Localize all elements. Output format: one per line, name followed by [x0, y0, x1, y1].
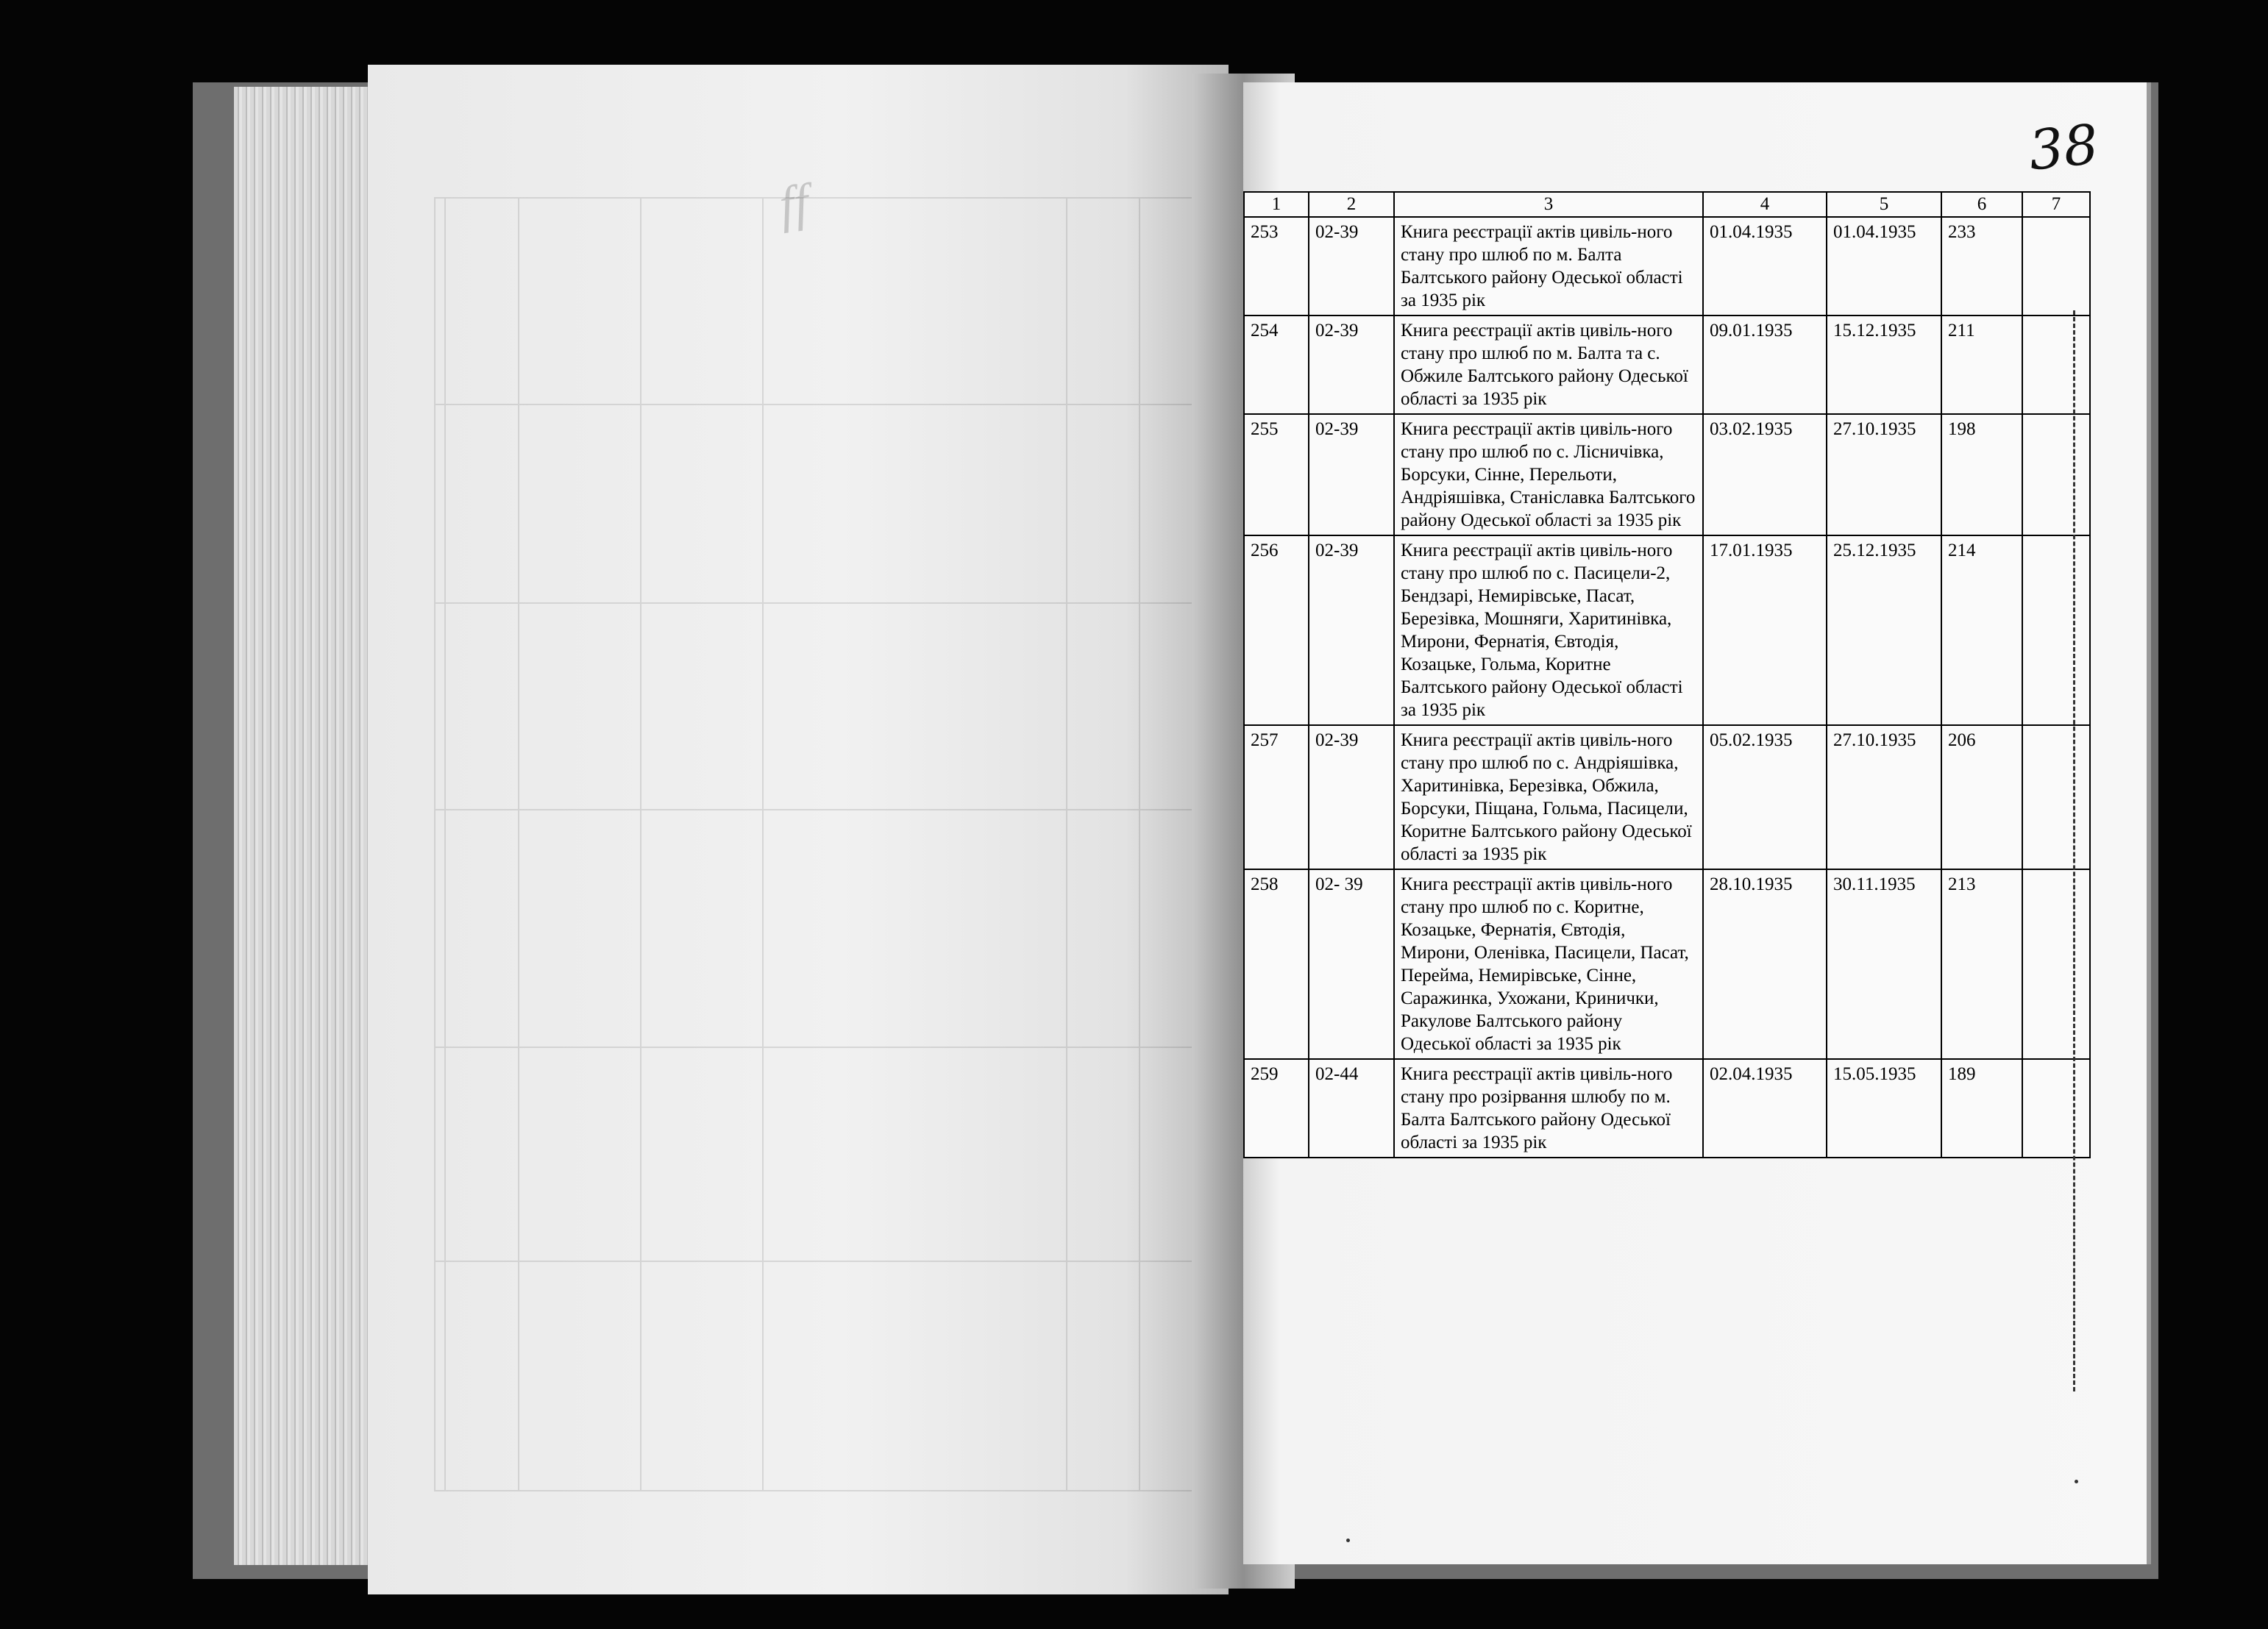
row-code: 02- 39 [1309, 869, 1394, 1059]
paper-speck [1346, 1539, 1350, 1542]
row-sheet-count: 211 [1941, 316, 2022, 414]
table-row [1244, 1059, 2090, 1158]
row-end-date: 15.12.1935 [1827, 316, 1941, 414]
header-cell: 4 [1703, 192, 1827, 217]
row-title: Книга реєстрації актів цивіль-ного стану про шлюб по с. Лісничівка, Борсуки, Сінне, Перельоти, Андріяшівка, Станіславка Балтського району Одеської області за 1935 рік [1394, 414, 1703, 535]
row-code: 02-39 [1309, 414, 1394, 535]
row-title: Книга реєстрації актів цивіль-ного стану про шлюб по с. Коритне, Козацьке, Фернатія, Євтодія, Мирони, Оленівка, Пасицели, Пасат, Перейма, Немирівське, Сінне, Саражинка, Ухожани, Кринички, Ракулове Балтського району Одеської області за 1935 рік [1394, 869, 1703, 1059]
row-note [2022, 414, 2090, 535]
left-folio-mark: ff [775, 174, 813, 235]
row-number: 258 [1244, 869, 1309, 1059]
row-title: Книга реєстрації актів цивіль-ного стану про шлюб по м. Балта Балтського району Одеської області за 1935 рік [1394, 217, 1703, 316]
header-cell: 7 [2022, 192, 2090, 217]
row-start-date: 02.04.1935 [1703, 1059, 1827, 1158]
row-number: 257 [1244, 725, 1309, 869]
register-table [1243, 191, 2091, 1158]
header-cell: 2 [1309, 192, 1394, 217]
row-note [2022, 1059, 2090, 1158]
row-note [2022, 869, 2090, 1059]
row-end-date: 25.12.1935 [1827, 535, 1941, 725]
row-code: 02-44 [1309, 1059, 1394, 1158]
paper-speck [2075, 1480, 2078, 1483]
row-title: Книга реєстрації актів цивіль-ного стану про шлюб по м. Балта та с. Обжиле Балтського району Одеської області за 1935 рік [1394, 316, 1703, 414]
row-start-date: 28.10.1935 [1703, 869, 1827, 1059]
row-start-date: 17.01.1935 [1703, 535, 1827, 725]
header-cell: 1 [1244, 192, 1309, 217]
row-title: Книга реєстрації актів цивіль-ного стану про шлюб по с. Андріяшівка, Харитинівка, Березівка, Обжила, Борсуки, Піщана, Гольма, Пасицели, Коритне Балтського району Одеської області за 1935 рік [1394, 725, 1703, 869]
row-number: 255 [1244, 414, 1309, 535]
header-row [1244, 192, 2090, 217]
table-row [1244, 217, 2090, 316]
table-row [1244, 725, 2090, 869]
table-row [1244, 535, 2090, 725]
row-number: 256 [1244, 535, 1309, 725]
bleed-through-table [434, 197, 1214, 1491]
left-page [368, 65, 1229, 1594]
table-row [1244, 414, 2090, 535]
row-code: 02-39 [1309, 535, 1394, 725]
row-end-date: 15.05.1935 [1827, 1059, 1941, 1158]
row-end-date: 30.11.1935 [1827, 869, 1941, 1059]
row-sheet-count: 213 [1941, 869, 2022, 1059]
row-note [2022, 217, 2090, 316]
margin-dashed-line [2073, 310, 2075, 1391]
row-start-date: 09.01.1935 [1703, 316, 1827, 414]
row-start-date: 03.02.1935 [1703, 414, 1827, 535]
row-note [2022, 316, 2090, 414]
row-code: 02-39 [1309, 725, 1394, 869]
row-end-date: 27.10.1935 [1827, 414, 1941, 535]
row-end-date: 01.04.1935 [1827, 217, 1941, 316]
row-sheet-count: 206 [1941, 725, 2022, 869]
row-number: 254 [1244, 316, 1309, 414]
header-cell: 5 [1827, 192, 1941, 217]
row-code: 02-39 [1309, 217, 1394, 316]
table-row [1244, 869, 2090, 1059]
row-title: Книга реєстрації актів цивіль-ного стану про шлюб по с. Пасицели-2, Бендзарі, Немирівське, Пасат, Березівка, Мошняги, Харитинівка, Мирони, Фернатія, Євтодія, Козацьке, Гольма, Коритне Балтського району Одеської області за 1935 рік [1394, 535, 1703, 725]
row-note [2022, 725, 2090, 869]
table-row [1244, 316, 2090, 414]
folio-number: 38 [2025, 113, 2102, 183]
header-cell: 6 [1941, 192, 2022, 217]
row-note [2022, 535, 2090, 725]
row-title: Книга реєстрації актів цивіль-ного стану про розірвання шлюбу по м. Балта Балтського району Одеської області за 1935 рік [1394, 1059, 1703, 1158]
row-sheet-count: 189 [1941, 1059, 2022, 1158]
row-sheet-count: 233 [1941, 217, 2022, 316]
row-start-date: 05.02.1935 [1703, 725, 1827, 869]
row-sheet-count: 198 [1941, 414, 2022, 535]
header-cell: 3 [1394, 192, 1703, 217]
row-number: 253 [1244, 217, 1309, 316]
row-code: 02-39 [1309, 316, 1394, 414]
right-page [1243, 82, 2151, 1564]
row-sheet-count: 214 [1941, 535, 2022, 725]
row-end-date: 27.10.1935 [1827, 725, 1941, 869]
row-start-date: 01.04.1935 [1703, 217, 1827, 316]
page-edges [234, 87, 374, 1565]
row-number: 259 [1244, 1059, 1309, 1158]
